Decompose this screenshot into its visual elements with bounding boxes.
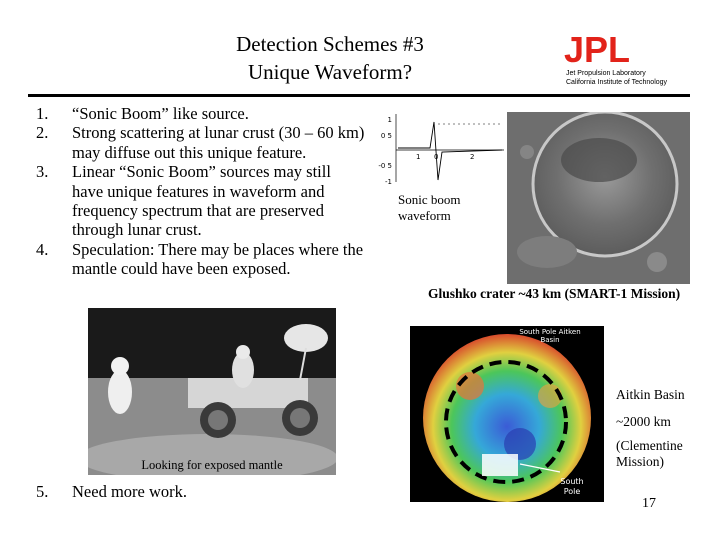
crater-caption: Glushko crater ~43 km (SMART-1 Mission) bbox=[428, 286, 681, 301]
south-pole-label: Pole bbox=[563, 487, 581, 496]
list-item bbox=[36, 162, 366, 240]
aitken-line3: (Clementine Mission) bbox=[616, 438, 683, 469]
x-tick-label: 1 bbox=[416, 153, 421, 161]
aitken-line1: Aitkin Basin bbox=[616, 387, 685, 402]
sonic-boom-waveform-plot bbox=[372, 112, 508, 192]
jpl-logo bbox=[560, 28, 690, 88]
list-item-text: Strong scattering at lunar crust (30 – 60 km) may diffuse out this unique feature. bbox=[72, 123, 365, 162]
slide-title-line2: Unique Waveform? bbox=[247, 60, 413, 84]
jpl-logo-line1: Jet Propulsion Laboratory bbox=[566, 70, 646, 77]
south-pole-label: South bbox=[560, 477, 584, 486]
list-item-text: Speculation: There may be places where the mantle could have been exposed. bbox=[72, 239, 364, 279]
map-title: South Pole Aitken bbox=[519, 328, 581, 336]
y-tick-label: -0 5 bbox=[378, 162, 392, 170]
list-item-text: “Sonic Boom” like source. bbox=[72, 104, 249, 123]
page-number: 17 bbox=[642, 496, 656, 511]
aitken-basin-caption bbox=[616, 384, 716, 470]
x-tick-label: 2 bbox=[470, 153, 475, 161]
lunar-rover-photo bbox=[88, 308, 336, 475]
glushko-crater-photo bbox=[507, 112, 690, 284]
list-item-number: 3. bbox=[36, 162, 49, 182]
list-item-text: Need more work. bbox=[72, 482, 188, 501]
list-item bbox=[36, 240, 366, 279]
waveform-caption: Sonic boom waveform bbox=[398, 192, 461, 223]
list-item-number: 5. bbox=[36, 482, 49, 501]
aitken-line2: ~2000 km bbox=[616, 414, 671, 429]
south-pole-aitken-map bbox=[410, 326, 604, 502]
jpl-logo-mark: JPL bbox=[564, 29, 631, 70]
title-divider bbox=[28, 94, 690, 97]
y-tick-label: 0 5 bbox=[380, 132, 392, 140]
waveform-curve bbox=[398, 122, 502, 180]
list-item-text: Linear “Sonic Boom” sources may still have unique features in waveform and frequency spectrum that are preserved through lunar crust. bbox=[72, 162, 331, 240]
list-item-number: 4. bbox=[36, 239, 49, 259]
list-item bbox=[36, 104, 366, 123]
x-tick-label: 0 bbox=[434, 153, 439, 161]
list-item-number: 1. bbox=[36, 104, 49, 123]
slide-title-line1: Detection Schemes #3 bbox=[236, 32, 424, 56]
y-tick-label: -1 bbox=[385, 178, 392, 186]
numbered-list bbox=[36, 104, 366, 279]
list-item bbox=[36, 123, 366, 162]
y-tick-label: 1 bbox=[387, 116, 392, 124]
map-title: Basin bbox=[540, 336, 560, 344]
jpl-logo-line2: California Institute of Technology bbox=[566, 79, 668, 86]
list-item-number: 2. bbox=[36, 123, 49, 143]
rover-caption: Looking for exposed mantle bbox=[141, 458, 283, 472]
